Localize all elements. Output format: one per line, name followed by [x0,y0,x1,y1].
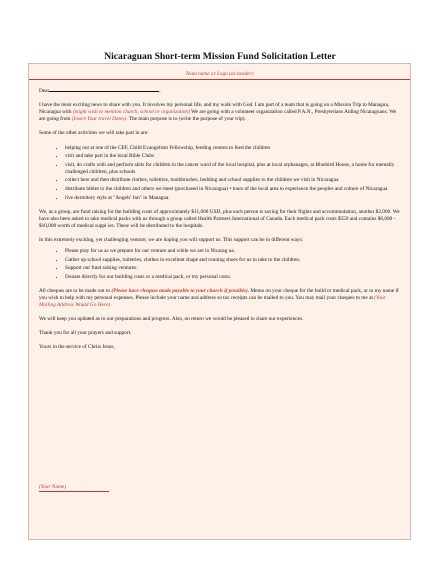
list-item: • helping out at one of the CEF, Child Evangelism Fellowship, feeding centres to feed the children [65,145,400,152]
updates-paragraph: We will keep you updated as to our preparations and progress. Also, on return we would be pleased to share our experiences. [39,316,304,323]
intro-placeholder-org: (might wish to mention church, school or organization) [72,109,190,116]
list-item: • distribute bibles to the children and others we meet (purchased in Nicaragua) • tours of the local area to experience the peoples and culture of Nicaragua [65,186,400,193]
intro-text-1: I have the most exciting news to share with you. It involves my personal life, and my walk with God. I am part of a team that is going on a Mission Trip to Managua, Nicaragua with [39,102,390,116]
salutation-comma: , [159,88,161,95]
list-item: • Support our fund raising ventures: [65,265,400,272]
list-item: • collect here and then distribute clothes, toiletries, toothbrushes, bedding and school supplies to the children we visit in Nicaragua [65,177,400,184]
activities-list [39,145,400,202]
intro-text-3: The main purpose is to (write the purpose of your trip). [127,116,246,123]
cheques-placeholder-payee: (Please have cheques made payable to your church if possible). [111,287,250,294]
support-intro: In this extremely exciting, yet challenging venture, we are hoping you will support us. This support can be in different ways: [39,237,304,243]
salutation [39,86,400,95]
list-item: • Gather up school supplies, toiletries, clothes in excellent shape and running shoes for us to take to the children. [65,257,400,264]
cheques-text-1: All cheques are to be made out to [39,287,112,294]
list-item: • live dormitory style at "Angels' Inn" in Managua. [65,195,400,202]
signature-line [39,491,109,492]
document-title: Nicaraguan Short-term Mission Fund Solicitation Letter [104,51,336,62]
list-item: • Please pray for us as we prepare for our venture and while we are in Nicarag ua. [65,248,400,255]
recipient-blank [49,86,161,95]
header-placeholder: Team name or Logo (as header) [185,71,254,77]
list-item: • visit, do crafts with and perform skits for children in the cancer ward of the local hospital, plus at local orphanages, at Bluebird House, a home for mentally challenged children, plus schools [65,162,400,176]
fundraising-paragraph: We, as a group, are fund raising for the building costs of approximately $11,000 USD, plus each person is saving for their flights and accommodation, another $2,000. We have also been asked to take medical packs with us through a group called Health Partners International of Canada. Each medical pack costs $550 and contains $6,000 - $10,000 worth of medical suppl ies. These will be distributed to the hospitals. [39,208,400,229]
salutation-text: Dear [39,88,50,95]
activities-intro: Some of the other activities we will take part in are: [39,130,149,137]
cheques-paragraph [39,288,400,309]
cheques-text-2: Memo on your cheque for the build or medical pack, or to my name if you wish to help with my personal expenses. Please include your name and address so tax receipts can be mailed to you. You may mail your cheques to me at [39,287,399,302]
cheques-placeholder-address: (Your Mailing Address Would Go Here). [39,295,386,309]
intro-paragraph [39,102,400,123]
header-divider [29,79,410,80]
intro-placeholder-dates: (Insert Your travel Dates). [71,116,128,123]
signature-placeholder: (Your Name) [39,484,67,490]
closing-line: Yours in the service of Christ Jesus, [39,344,115,351]
support-list [39,248,400,281]
list-item: • visit and take part in the local Bible Clubs [65,153,400,160]
thanks-paragraph: Thank you for all your prayers and support. [39,330,132,337]
letter-body [28,63,411,540]
intro-text-2: We are going with a volunteer organization called P.A.N., Presbyterians Aiding Nicaraguans. We are going from [39,109,397,123]
list-item: • Donate directly for our building costs or a medical pack, or my personal costs. [65,274,400,281]
